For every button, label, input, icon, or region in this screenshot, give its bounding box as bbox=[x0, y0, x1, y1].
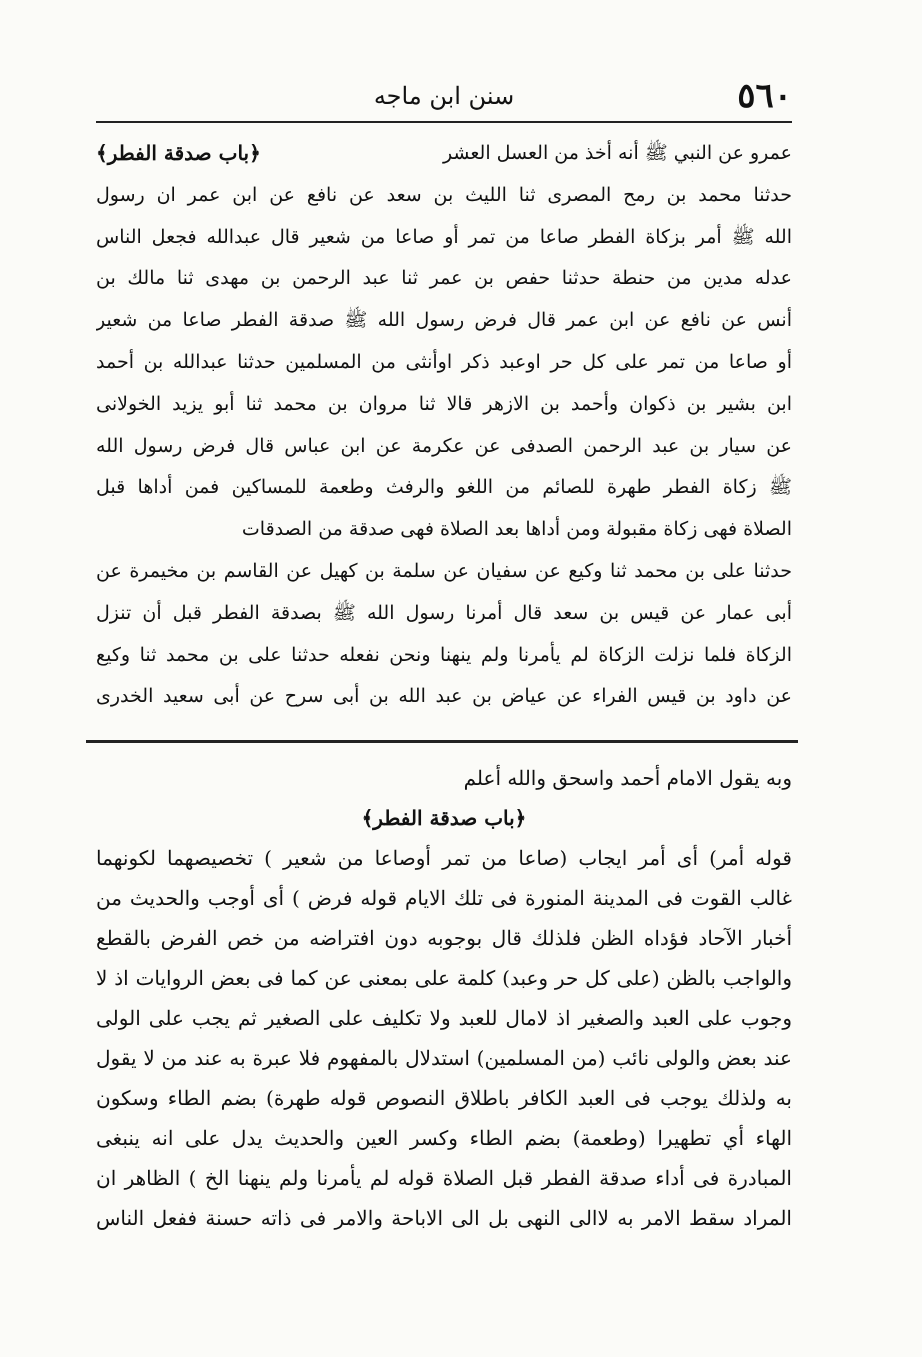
header-rule bbox=[96, 121, 792, 123]
text-line: حدثنا على بن محمد ثنا وكيع عن سفيان عن سلمة بن كهيل عن القاسم بن مخيمرة عن bbox=[96, 559, 792, 582]
text-line: الهاء أي تطهيرا (وطعمة) بضم الطاء وكسر العين والحديث يدل على انه ينبغى bbox=[96, 1126, 792, 1150]
text-line: ابن بشير بن ذكوان وأحمد بن الازهر قالا ثنا مروان بن محمد ثنا أبو يزيد الخولانى bbox=[96, 392, 792, 415]
text-line: قوله أمر) أى أمر ايجاب (صاعا من تمر أوصاعا من شعير ) تخصيصهما لكونهما bbox=[96, 846, 792, 870]
text-line bbox=[96, 133, 792, 175]
page-header bbox=[96, 72, 792, 120]
text-line: أخبار الآحاد فؤداه الظن فلذلك قال بوجوبه دون افتراضه من خص الفرض بالقطع bbox=[96, 926, 792, 950]
text-line: ﷺ زكاة الفطر طهرة للصائم من اللغو والرفث وطعمة للمساكين فمن أداها قبل bbox=[96, 476, 792, 499]
text-line: عدله مدين من حنطة حدثنا حفص بن عمر ثنا عبد الرحمن بن مهدى ثنا مالك بن bbox=[96, 267, 792, 290]
text-line: الزكاة فلما نزلت الزكاة لم يأمرنا ولم ينهنا ونحن نفعله حدثنا على بن محمد ثنا وكيع bbox=[96, 643, 792, 666]
text-line: الصلاة فهى زكاة مقبولة ومن أداها بعد الصلاة فهى صدقة من الصدقات bbox=[241, 518, 792, 541]
text-line: الله ﷺ أمر بزكاة الفطر صاعا من تمر أو صاعا من شعير قال عبدالله فجعل الناس bbox=[96, 225, 792, 248]
text-line: حدثنا محمد بن رمح المصرى ثنا الليث بن سعد عن نافع عن ابن عمر ان رسول bbox=[96, 183, 792, 206]
chapter-heading: ﴿باب صدقة الفطر﴾ bbox=[96, 141, 261, 165]
separator-rule bbox=[86, 740, 798, 743]
chapter-heading: ﴿باب صدقة الفطر﴾ bbox=[361, 806, 527, 830]
text-line: والواجب بالظن (على كل حر وعبد) كلمة على بمعنى عن كما فى بعض الروايات اذ لا bbox=[96, 966, 792, 990]
text-line: عند بعض والولى نائب (من المسلمين) استدلال بالمفهوم فلا عبرة به عند من لا يقول bbox=[96, 1046, 792, 1070]
text-line: أبى عمار عن قيس بن سعد قال أمرنا رسول الله ﷺ بصدقة الفطر قبل أن تنزل bbox=[96, 601, 792, 624]
text-line: عن داود بن قيس الفراء عن عياض بن عبد الله بن أبى سرح عن أبى سعيد الخدرى bbox=[96, 685, 792, 708]
text-line: أو صاعا من تمر على كل حر اوعبد ذكر اوأنثى من المسلمين حدثنا عبدالله بن أحمد bbox=[96, 350, 792, 373]
page-number: ٥٦٠ bbox=[737, 76, 792, 116]
text-line: وبه يقول الامام أحمد واسحق والله أعلم bbox=[463, 766, 792, 790]
running-title: سنن ابن ماجه bbox=[373, 82, 515, 110]
text-line-start: عمرو عن النبي ﷺ أنه أخذ من العسل العشر bbox=[442, 142, 792, 164]
hadith-text-block bbox=[96, 133, 792, 718]
text-line: أنس عن نافع عن ابن عمر قال فرض رسول الله ﷺ صدقة الفطر صاعا من شعير bbox=[96, 309, 792, 332]
text-line: به ولذلك يوجب فى العبد الكافر باطلاق النصوص قوله طهرة) بضم الطاء وسكون bbox=[96, 1086, 792, 1110]
text-line: المبادرة فى أداء صدقة الفطر قبل الصلاة قوله لم يأمرنا ولم ينهنا الخ ) الظاهر ان bbox=[96, 1166, 792, 1190]
text-line: عن سيار بن عبد الرحمن الصدفى عن عكرمة عن ابن عباس قال فرض رسول الله bbox=[96, 434, 792, 457]
commentary-block bbox=[96, 758, 792, 1238]
text-line: وجوب على العبد والصغير اذ لامال للعبد ولا تكليف على الصغير ثم يجب على الولى bbox=[96, 1006, 792, 1030]
text-line: غالب القوت فى المدينة المنورة فى تلك الايام قوله فرض ) أى أوجب والحديث من bbox=[96, 886, 792, 910]
text-line: المراد سقط الامر به لاالى النهى بل الى الاباحة والامر فى ذاته حسنة ففعل الناس bbox=[96, 1206, 792, 1230]
